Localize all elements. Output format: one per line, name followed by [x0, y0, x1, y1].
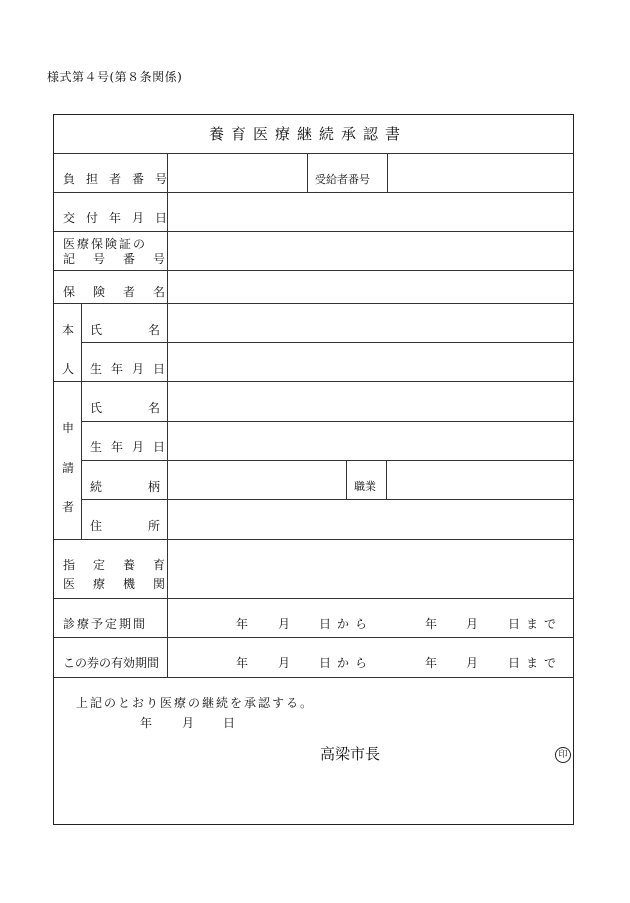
burden-number-label: 負担者番号 [63, 172, 179, 186]
approval-form [53, 114, 574, 825]
mayor-name: 高梁市長 [320, 745, 381, 763]
applicant-birth-label: 生年月日 [90, 440, 175, 454]
date-year: 年 [236, 617, 249, 631]
date-month: 月 [278, 656, 291, 670]
date-from: 日から [319, 617, 374, 631]
insurer-name-label: 保険者名 [63, 285, 184, 299]
rule [81, 499, 573, 500]
document-title: 養育医療継続承認書 [209, 125, 408, 143]
date-month: 月 [278, 617, 291, 631]
rule [346, 460, 347, 499]
applicant-group-label: 者 [62, 500, 75, 514]
applicant-group-label: 申 [62, 421, 75, 435]
treatment-period-label: 診療予定期間 [63, 617, 148, 631]
applicant-name-label: 氏名 [90, 401, 207, 415]
institution-label: 医療機関 [63, 577, 184, 591]
rule [54, 153, 573, 154]
approval-statement: 上記のとおり医療の継続を承認する。 [76, 696, 315, 710]
institution-label: 指定養育 [63, 558, 184, 572]
validity-period-label: この券の有効期間 [63, 656, 160, 670]
date-month: 月 [466, 656, 479, 670]
rule [54, 231, 573, 232]
patient-name-label: 氏名 [90, 323, 207, 337]
rule [81, 460, 573, 461]
date-year: 年 [236, 656, 249, 670]
insurance-card-label: 医療保険証の [63, 237, 148, 251]
rule [167, 153, 168, 677]
date-year: 年 [425, 656, 438, 670]
rule [81, 303, 82, 539]
date-year: 年 [425, 617, 438, 631]
rule [81, 342, 573, 343]
rule [81, 421, 573, 422]
rule [54, 677, 573, 678]
approval-month: 月 [182, 716, 195, 730]
patient-group-label: 本 [62, 323, 75, 337]
approval-year: 年 [140, 716, 153, 730]
insurance-card-label: 記号番号 [63, 252, 184, 266]
address-label: 住所 [90, 519, 207, 533]
date-month: 月 [466, 617, 479, 631]
rule [54, 637, 573, 638]
rule [54, 192, 573, 193]
rule [54, 303, 573, 304]
patient-group-label: 人 [62, 362, 75, 376]
patient-birth-label: 生年月日 [90, 362, 175, 376]
relationship-label: 続柄 [90, 480, 207, 494]
seal-mark: 印 [555, 747, 571, 763]
rule [387, 153, 388, 192]
approval-day: 日 [223, 716, 236, 730]
applicant-group-label: 請 [62, 461, 75, 475]
recipient-number-label: 受給者番号 [315, 173, 370, 186]
rule [307, 153, 308, 192]
rule [54, 381, 573, 382]
occupation-label: 職業 [354, 480, 376, 493]
rule [54, 270, 573, 271]
rule [54, 539, 573, 540]
date-from: 日から [319, 656, 374, 670]
date-until: 日まで [508, 656, 563, 670]
form-number: 様式第４号(第８条関係) [47, 70, 183, 84]
rule [386, 460, 387, 499]
issue-date-label: 交付年月日 [63, 211, 179, 225]
date-until: 日まで [508, 617, 563, 631]
rule [54, 598, 573, 599]
